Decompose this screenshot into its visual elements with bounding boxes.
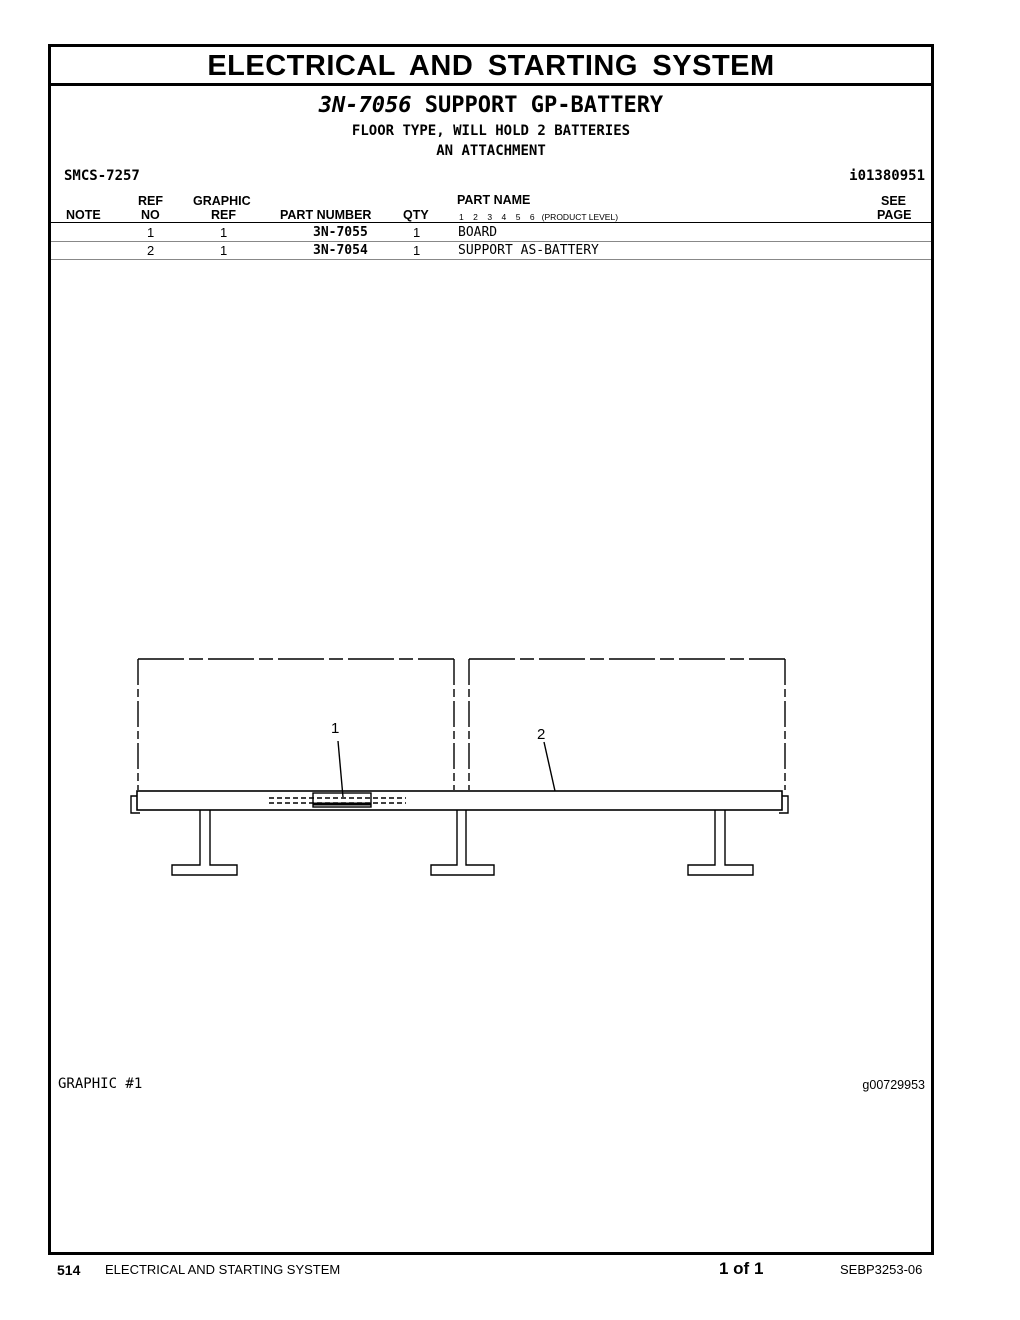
header-see-top: SEE: [881, 194, 907, 208]
header-graphic-bottom: REF: [211, 208, 236, 222]
support-rail: [137, 791, 782, 810]
row-qty: 1: [413, 225, 421, 240]
row-part-name: SUPPORT AS-BATTERY: [458, 243, 599, 258]
header-qty: QTY: [403, 208, 429, 222]
header-ref-bottom: NO: [141, 208, 160, 222]
callout-1-label: 1: [331, 720, 340, 737]
footer-section: ELECTRICAL AND STARTING SYSTEM: [105, 1262, 341, 1277]
middle-leg: [431, 810, 494, 875]
callout-1-leader: [338, 741, 343, 797]
footer-page-of: 1 of 1: [719, 1259, 764, 1278]
header-part-number: PART NUMBER: [280, 208, 372, 222]
row-graphic-ref: 1: [220, 225, 228, 240]
header-product-level: 1 2 3 4 5 6 (PRODUCT LEVEL): [459, 212, 619, 222]
row-ref-no: 1: [147, 225, 155, 240]
group-part-number[interactable]: 3N-7056: [318, 93, 412, 118]
header-see-bottom: PAGE: [877, 208, 912, 222]
header-note: NOTE: [66, 208, 101, 222]
row-graphic-ref: 1: [220, 243, 228, 258]
header-ref-top: REF: [138, 194, 163, 208]
right-leg: [688, 810, 753, 875]
row-part-number[interactable]: 3N-7055: [313, 225, 368, 240]
callout-2-label: 2: [537, 726, 546, 743]
footer-doc-id: SEBP3253-06: [840, 1262, 923, 1277]
page-frame: [48, 44, 934, 1255]
header-graphic-top: GRAPHIC: [193, 194, 251, 208]
group-description-line-2: AN ATTACHMENT: [436, 143, 546, 159]
smcs-code: SMCS-7257: [64, 168, 140, 184]
row-qty: 1: [413, 243, 421, 258]
row-part-name: BOARD: [458, 225, 498, 240]
row-part-number[interactable]: 3N-7054: [313, 243, 368, 258]
group-name: SUPPORT GP-BATTERY: [424, 93, 664, 118]
callout-2-leader: [544, 742, 555, 791]
graphic-id: g00729953: [862, 1078, 925, 1092]
graphic-label: GRAPHIC #1: [58, 1076, 143, 1092]
section-title: ELECTRICAL AND STARTING SYSTEM: [51, 47, 931, 86]
header-part-name: PART NAME: [457, 193, 531, 207]
illustration-id: i01380951: [849, 168, 925, 184]
battery-support-illustration: [51, 47, 931, 1252]
left-leg: [172, 810, 237, 875]
group-description-line-1: FLOOR TYPE, WILL HOLD 2 BATTERIES: [351, 123, 631, 139]
footer-page-number: 514: [57, 1262, 81, 1278]
row-ref-no: 2: [147, 243, 155, 258]
